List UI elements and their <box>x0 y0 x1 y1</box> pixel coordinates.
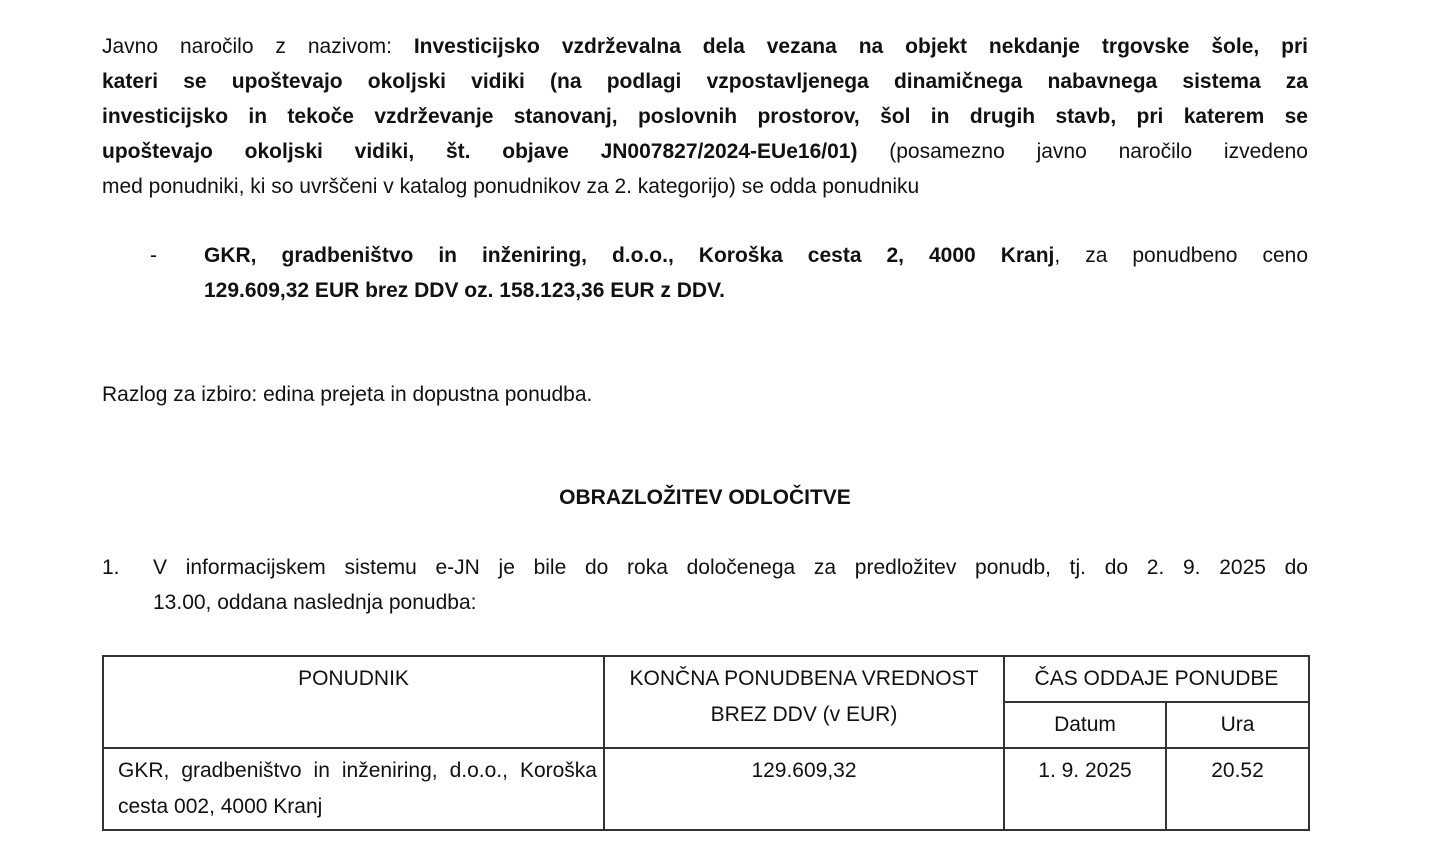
item-line: 13.00, oddana naslednja ponudba: <box>153 591 477 614</box>
intro-line <box>102 64 1308 99</box>
cell-date: 1. 9. 2025 <box>1004 748 1166 830</box>
intro-line <box>102 29 1308 64</box>
cell-bidder: GKR, gradbeništvo in inženiring, d.o.o., Koroška cesta 002, 4000 Kranj <box>103 748 604 830</box>
tender-title: investicijsko in tekoče vzdrževanje stanovanj, poslovnih prostorov, šol in drugih stavb, pri katerem se <box>102 105 1308 128</box>
table-row <box>103 748 1309 830</box>
header-date: Datum <box>1004 702 1166 748</box>
tender-title: upoštevajo okoljski vidiki, št. objave JN007827/2024-EUe16/01) <box>102 140 858 163</box>
bullet-dash: - <box>150 244 157 267</box>
header-value: KONČNA PONUDBENA VREDNOST BREZ DDV (v EUR) <box>604 656 1004 748</box>
intro-line <box>102 169 1308 204</box>
award-text: , za ponudbeno ceno <box>1054 244 1308 267</box>
tender-title: Investicijsko vzdrževalna dela vezana na objekt nekdanje trgovske šole, pri <box>413 35 1308 58</box>
intro-line <box>102 134 1308 169</box>
tender-title: kateri se upoštevajo okoljski vidiki (na podlagi vzpostavljenega dinamičnega nabavnega sistema za <box>102 70 1308 93</box>
item-line: V informacijskem sistemu e-JN je bile do roka določenega za predložitev ponudb, tj. do 2. 9. 2025 do <box>153 556 1308 579</box>
award-line <box>204 273 1308 308</box>
item-number: 1. <box>102 556 120 579</box>
bids-table <box>102 655 1310 831</box>
selection-reason: Razlog za izbiro: edina prejeta in dopustna ponudba. <box>102 383 593 406</box>
intro-text: (posamezno javno naročilo izvedeno <box>857 140 1308 163</box>
intro-line <box>102 99 1308 134</box>
award-price: 129.609,32 EUR brez DDV oz. 158.123,36 EUR z DDV. <box>204 279 725 302</box>
header-hour: Ura <box>1166 702 1309 748</box>
award-line <box>204 238 1308 273</box>
header-time: ČAS ODDAJE PONUDBE <box>1004 656 1309 702</box>
intro-label: Javno naročilo z nazivom: <box>102 35 414 58</box>
intro-text: med ponudniki, ki so uvrščeni v katalog ponudnikov za 2. kategorijo) se odda ponudniku <box>102 175 920 198</box>
cell-value: 129.609,32 <box>604 748 1004 830</box>
section-heading: OBRAZLOŽITEV ODLOČITVE <box>559 486 851 509</box>
cell-hour: 20.52 <box>1166 748 1309 830</box>
header-bidder: PONUDNIK <box>103 656 604 748</box>
awarded-bidder: GKR, gradbeništvo in inženiring, d.o.o., Koroška cesta 2, 4000 Kranj <box>204 244 1055 267</box>
